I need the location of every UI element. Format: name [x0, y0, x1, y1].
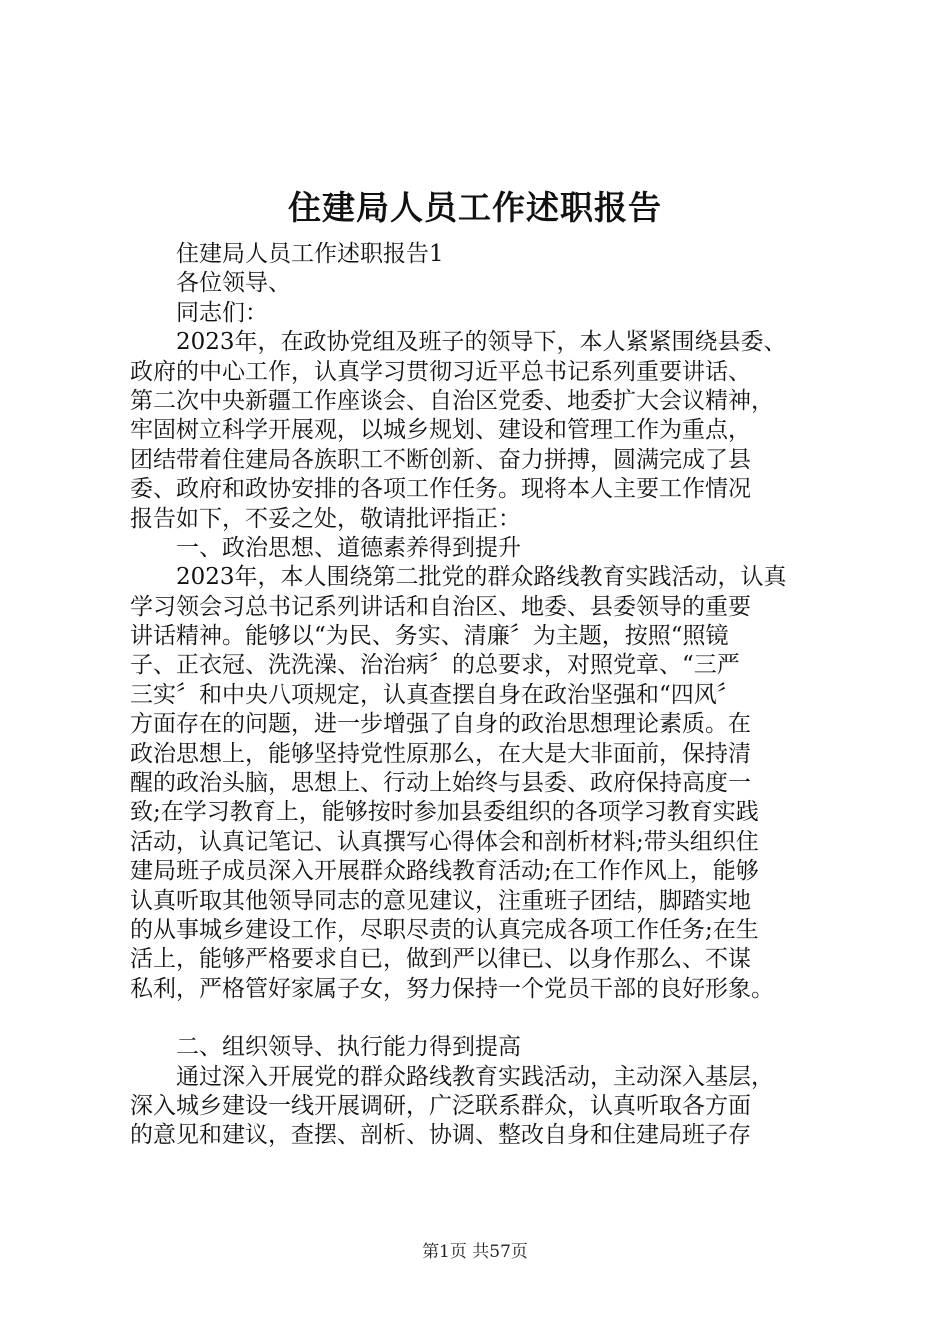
body-line: 致;在学习教育上，能够按时参加县委组织的各项学习教育实践 [130, 799, 759, 826]
body-line: 一、政治思想、道德素养得到提升 [176, 534, 521, 561]
body-line: 深入城乡建设一线开展调研，广泛联系群众，认真听取各方面 [130, 1092, 751, 1119]
body-line: 三实〞和中央八项规定，认真查摆自身在政治坚强和“四风〞 [130, 681, 740, 708]
body-line: 的意见和建议，查摆、剖析、协调、整改自身和住建局班子存 [130, 1122, 751, 1149]
body-line: 委、政府和政协安排的各项工作任务。现将本人主要工作情况 [130, 476, 751, 503]
body-line: 建局班子成员深入开展群众路线教育活动;在工作作风上，能够 [130, 858, 759, 885]
body-line: 第二次中央新疆工作座谈会、自治区党委、地委扩大会议精神， [130, 387, 774, 414]
body-line: 通过深入开展党的群众路线教育实践活动，主动深入基层， [176, 1063, 774, 1090]
body-line: 认真听取其他领导同志的意见建议，注重班子团结，脚踏实地 [130, 887, 751, 914]
body-line: 牢固树立科学开展观，以城乡规划、建设和管理工作为重点， [130, 417, 751, 444]
document-body [130, 240, 835, 1151]
body-line: 活上，能够严格要求自已，做到严以律已、以身作那么、不谋 [130, 946, 751, 973]
body-line: 二、组织领导、执行能力得到提高 [176, 1034, 521, 1061]
body-line: 私利，严格管好家属子女，努力保持一个党员干部的良好形象。 [130, 975, 774, 1002]
body-line: 政治思想上，能够坚持党性原那么，在大是大非面前，保持清 [130, 740, 751, 767]
body-line: 子、正衣冠、洗洗澡、治治病〞的总要求，对照党章、“三严 [130, 652, 740, 679]
body-line: 醒的政治头脑，思想上、行动上始终与县委、政府保持高度一 [130, 770, 751, 797]
body-line: 2023年，在政协党组及班子的领导下，本人紧紧围绕县委、 [176, 329, 787, 356]
body-line: 报告如下，不妥之处，敬请批评指正： [130, 505, 521, 532]
body-line: 住建局人员工作述职报告1 [176, 241, 444, 267]
body-line: 各位领导、 [176, 270, 291, 297]
body-line: 团结带着住建局各族职工不断创新、奋力拼搏，圆满完成了县 [130, 446, 751, 473]
body-line: 方面存在的问题，进一步增强了自身的政治思想理论素质。在 [130, 711, 751, 738]
body-line: 讲话精神。能够以“为民、务实、清廉〞为主题，按照“照镜 [130, 623, 729, 650]
paragraph-gap [130, 1004, 835, 1033]
body-line: 学习领会习总书记系列讲话和自治区、地委、县委领导的重要 [130, 593, 751, 620]
page-footer: 第1页 共57页 [422, 1242, 528, 1262]
body-line: 同志们： [176, 299, 268, 326]
body-line: 的从事城乡建设工作，尽职尽责的认真完成各项工作任务;在生 [130, 916, 759, 943]
body-line: 活动，认真记笔记、认真撰写心得体会和剖析材料;带头组织住 [130, 828, 759, 855]
body-line: 2023年，本人围绕第二批党的群众路线教育实践活动，认真 [176, 564, 787, 591]
document-title: 住建局人员工作述职报告 [288, 188, 662, 227]
body-line: 政府的中心工作，认真学习贯彻习近平总书记系列重要讲话、 [130, 358, 751, 385]
